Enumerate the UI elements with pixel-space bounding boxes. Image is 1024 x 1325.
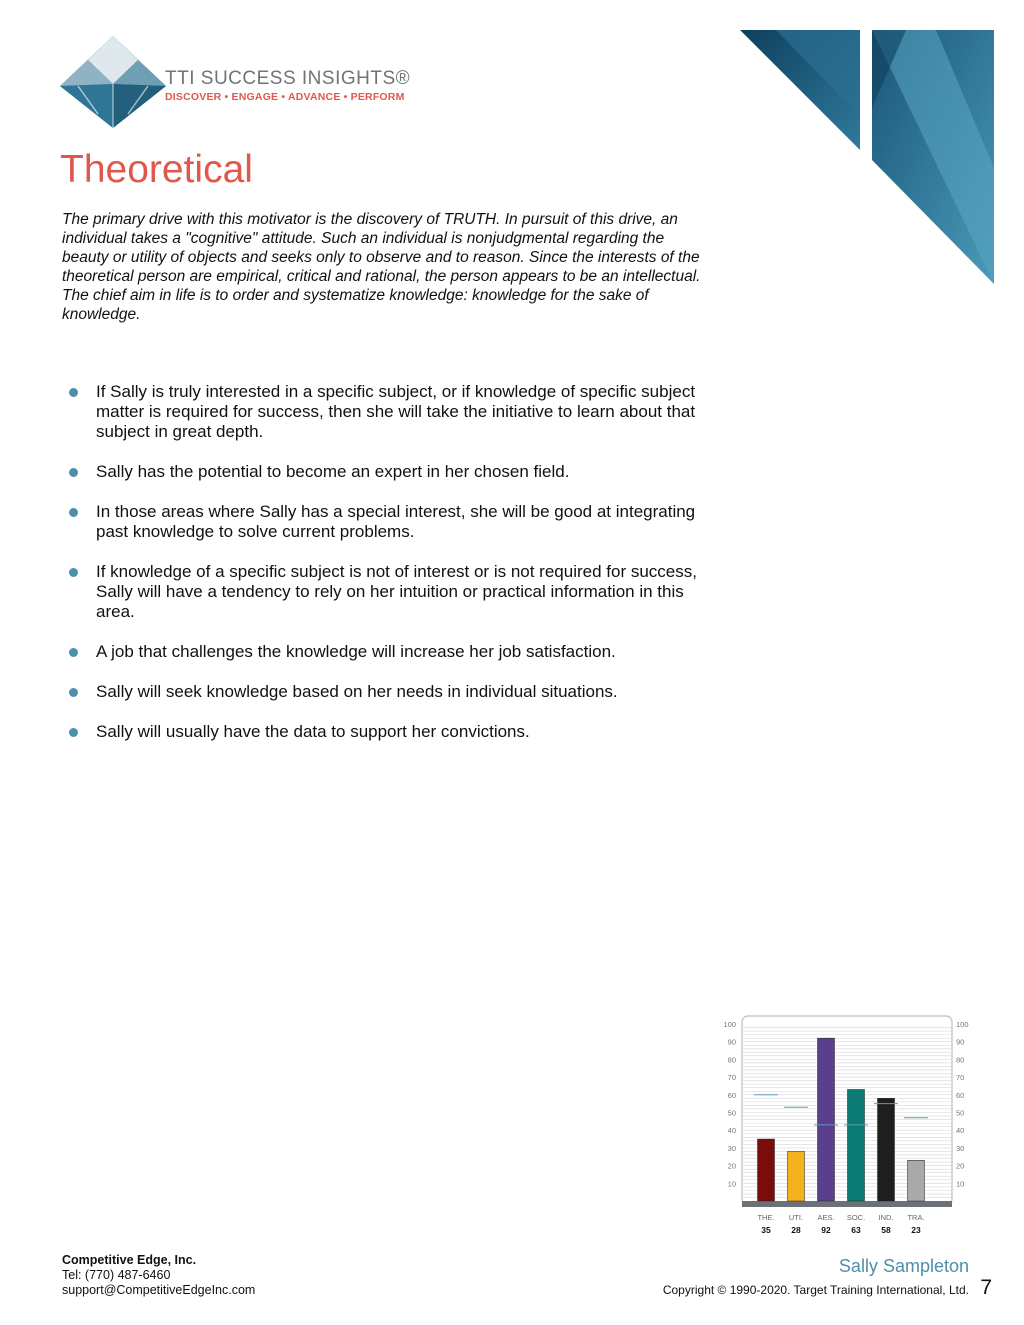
bar-uti bbox=[788, 1151, 805, 1201]
brand-tagline: DISCOVER • ENGAGE • ADVANCE • PERFORM bbox=[165, 91, 405, 103]
bullet-dot-icon bbox=[69, 728, 78, 737]
footer-email: support@CompetitiveEdgeInc.com bbox=[62, 1283, 256, 1297]
y-tick-label-left: 80 bbox=[727, 1055, 736, 1065]
bullet-dot-icon bbox=[69, 508, 78, 517]
bullet-text: If knowledge of a specific subject is not of interest or is not required for success, Sally will have a tendency to rely on her intuition or practical information in this area. bbox=[96, 562, 697, 621]
y-tick-label-left: 70 bbox=[727, 1073, 736, 1083]
footer-contact bbox=[62, 1253, 255, 1298]
bullet-text: In those areas where Sally has a special interest, she will be good at integrating past knowledge to solve current problems. bbox=[96, 502, 696, 541]
intro-paragraph: The primary drive with this motivator is the discovery of TRUTH. In pursuit of this drive, an individual takes a "cognitive" attitude. Such an individual is nonjudgmental regarding the beauty or utility of objects and seeks only to observe and to reason. Since the interests of the theoretical person are empirical, critical and rational, the person appears to be an intellectual. The chief aim in life is to order and systematize knowledge: knowledge for the sake of knowledge. bbox=[62, 211, 701, 323]
x-category-label: IND. bbox=[878, 1213, 894, 1222]
bar-value-label: 92 bbox=[821, 1225, 831, 1235]
y-tick-label-right: 50 bbox=[956, 1108, 965, 1118]
y-tick-label-right: 80 bbox=[956, 1055, 965, 1065]
y-tick-label-left: 60 bbox=[727, 1090, 736, 1100]
y-tick-label-right: 90 bbox=[956, 1037, 965, 1047]
x-category-label: AES. bbox=[817, 1213, 835, 1222]
bullet-dot-icon bbox=[69, 688, 78, 697]
y-tick-label-right: 70 bbox=[956, 1073, 965, 1083]
list-item bbox=[62, 642, 702, 662]
bullet-dot-icon bbox=[69, 468, 78, 477]
footer-tel: Tel: (770) 487-6460 bbox=[62, 1268, 171, 1282]
x-category-label: SOC. bbox=[846, 1213, 866, 1222]
y-tick-label-left: 50 bbox=[727, 1108, 736, 1118]
list-item bbox=[62, 382, 702, 442]
y-tick-label-right: 30 bbox=[956, 1143, 965, 1153]
page-number: 7 bbox=[980, 1276, 992, 1299]
bar-ind bbox=[878, 1098, 895, 1201]
bullet-dot-icon bbox=[69, 648, 78, 657]
bar-aes bbox=[818, 1038, 835, 1201]
y-tick-label-left: 10 bbox=[727, 1179, 736, 1189]
bullet-text: Sally will usually have the data to support her convictions. bbox=[96, 722, 530, 741]
bullet-text: A job that challenges the knowledge will increase her job satisfaction. bbox=[96, 642, 616, 661]
bullet-list bbox=[62, 382, 702, 762]
list-item bbox=[62, 682, 702, 702]
brand-name: TTI SUCCESS INSIGHTS® bbox=[165, 68, 411, 89]
bar-the bbox=[758, 1139, 775, 1201]
y-tick-label-right: 100 bbox=[956, 1020, 969, 1029]
bullet-text: Sally has the potential to become an expert in her chosen field. bbox=[96, 462, 570, 481]
footer-person-name: Sally Sampleton bbox=[838, 1256, 969, 1276]
y-tick-label-left: 30 bbox=[727, 1143, 736, 1153]
bar-value-label: 35 bbox=[761, 1225, 771, 1235]
list-item bbox=[62, 562, 702, 622]
y-tick-label-left: 20 bbox=[727, 1161, 736, 1171]
y-tick-label-right: 60 bbox=[956, 1090, 965, 1100]
bullet-text: Sally will seek knowledge based on her needs in individual situations. bbox=[96, 682, 618, 701]
bar-tra bbox=[908, 1160, 925, 1201]
list-item bbox=[62, 502, 702, 542]
list-item bbox=[62, 722, 702, 742]
motivators-bar-chart bbox=[714, 1010, 984, 1240]
y-tick-label-left: 100 bbox=[723, 1020, 736, 1029]
decorative-triangles bbox=[736, 28, 996, 286]
y-tick-label-left: 40 bbox=[727, 1126, 736, 1136]
y-tick-label-left: 90 bbox=[727, 1037, 736, 1047]
x-category-label: UTI. bbox=[788, 1213, 804, 1222]
bullet-text: If Sally is truly interested in a specific subject, or if knowledge of specific subject matter is required for success, then she will take the initiative to learn about that subject in great depth. bbox=[96, 382, 696, 441]
brand-block bbox=[165, 68, 410, 103]
page-title: Theoretical bbox=[60, 148, 253, 191]
bar-soc bbox=[848, 1089, 865, 1201]
footer-copyright: Copyright © 1990-2020. Target Training International, Ltd. bbox=[662, 1283, 969, 1297]
tti-diamond-logo bbox=[58, 34, 168, 130]
bar-value-label: 28 bbox=[791, 1225, 801, 1235]
y-tick-label-right: 10 bbox=[956, 1179, 965, 1189]
footer-company: Competitive Edge, Inc. bbox=[62, 1253, 197, 1267]
y-tick-label-right: 40 bbox=[956, 1126, 965, 1136]
bar-value-label: 63 bbox=[851, 1225, 861, 1235]
bar-value-label: 23 bbox=[911, 1225, 921, 1235]
y-tick-label-right: 20 bbox=[956, 1161, 965, 1171]
chart-baseline bbox=[742, 1201, 952, 1207]
bullet-dot-icon bbox=[69, 568, 78, 577]
bullet-dot-icon bbox=[69, 388, 78, 397]
x-category-label: TRA. bbox=[907, 1213, 925, 1222]
bar-value-label: 58 bbox=[881, 1225, 891, 1235]
x-category-label: THE. bbox=[757, 1213, 775, 1222]
list-item bbox=[62, 462, 702, 482]
